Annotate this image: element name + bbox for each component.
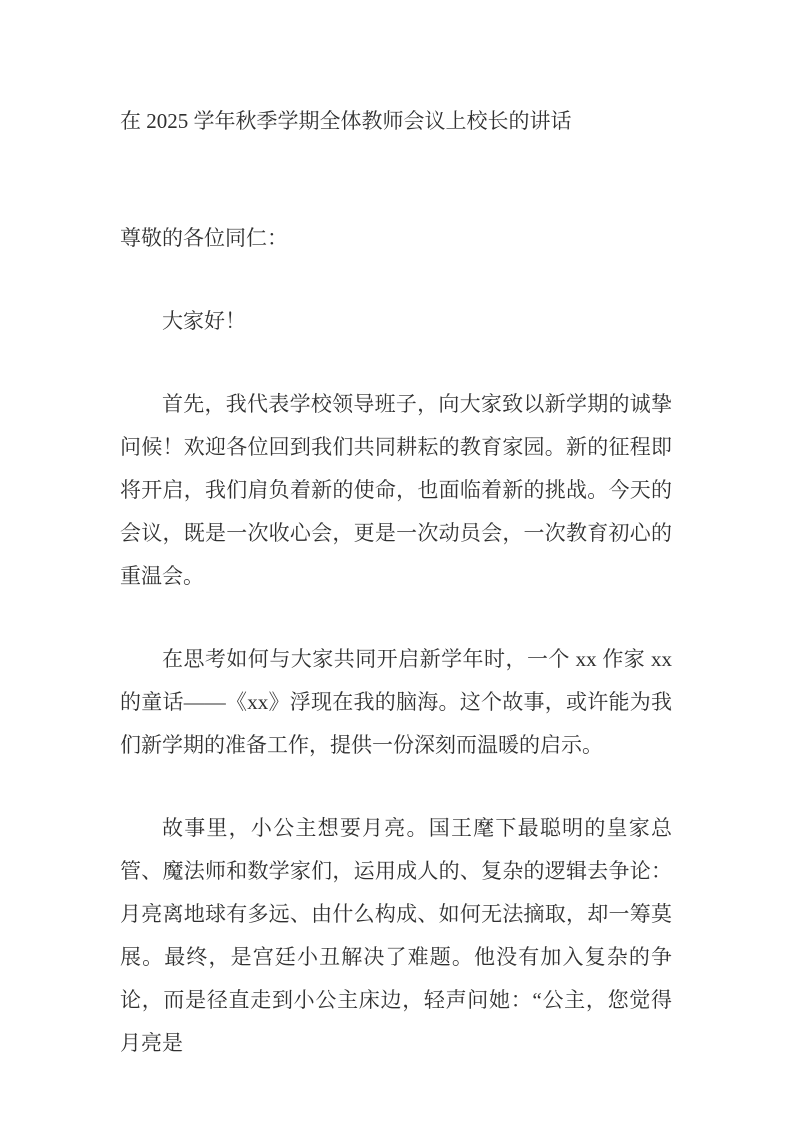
page-title: 在 2025 学年秋季学期全体教师会议上校长的讲话 xyxy=(120,109,572,133)
paragraph-opening: 首先，我代表学校领导班子，向大家致以新学期的诚挚问候！欢迎各位回到我们共同耕耘的教育家园。新的征程即将开启，我们肩负着新的使命，也面临着新的挑战。今天的会议，既是一次收心会，更是一次动员会，一次教育初心的重温会。 xyxy=(120,392,672,588)
paragraph-salutation: 尊敬的各位同仁： xyxy=(120,226,288,250)
paragraph-story: 故事里，小公主想要月亮。国王麾下最聪明的皇家总管、魔法师和数学家们，运用成人的、复杂的逻辑去争论：月亮离地球有多远、由什么构成、如何无法摘取，却一筹莫展。最终，是宫廷小丑解决了难题。他没有加入复杂的争论，而是径直走到小公主床边，轻声问她：“公主，您觉得月亮是 xyxy=(120,816,672,1055)
paragraph-greeting: 大家好！ xyxy=(162,309,246,333)
paragraph-fairy-tale-intro: 在思考如何与大家共同开启新学年时，一个 xx 作家 xx 的童话——《xx》浮现在我的脑海。这个故事，或许能为我们新学期的准备工作，提供一份深刻而温暖的启示。 xyxy=(120,647,672,757)
